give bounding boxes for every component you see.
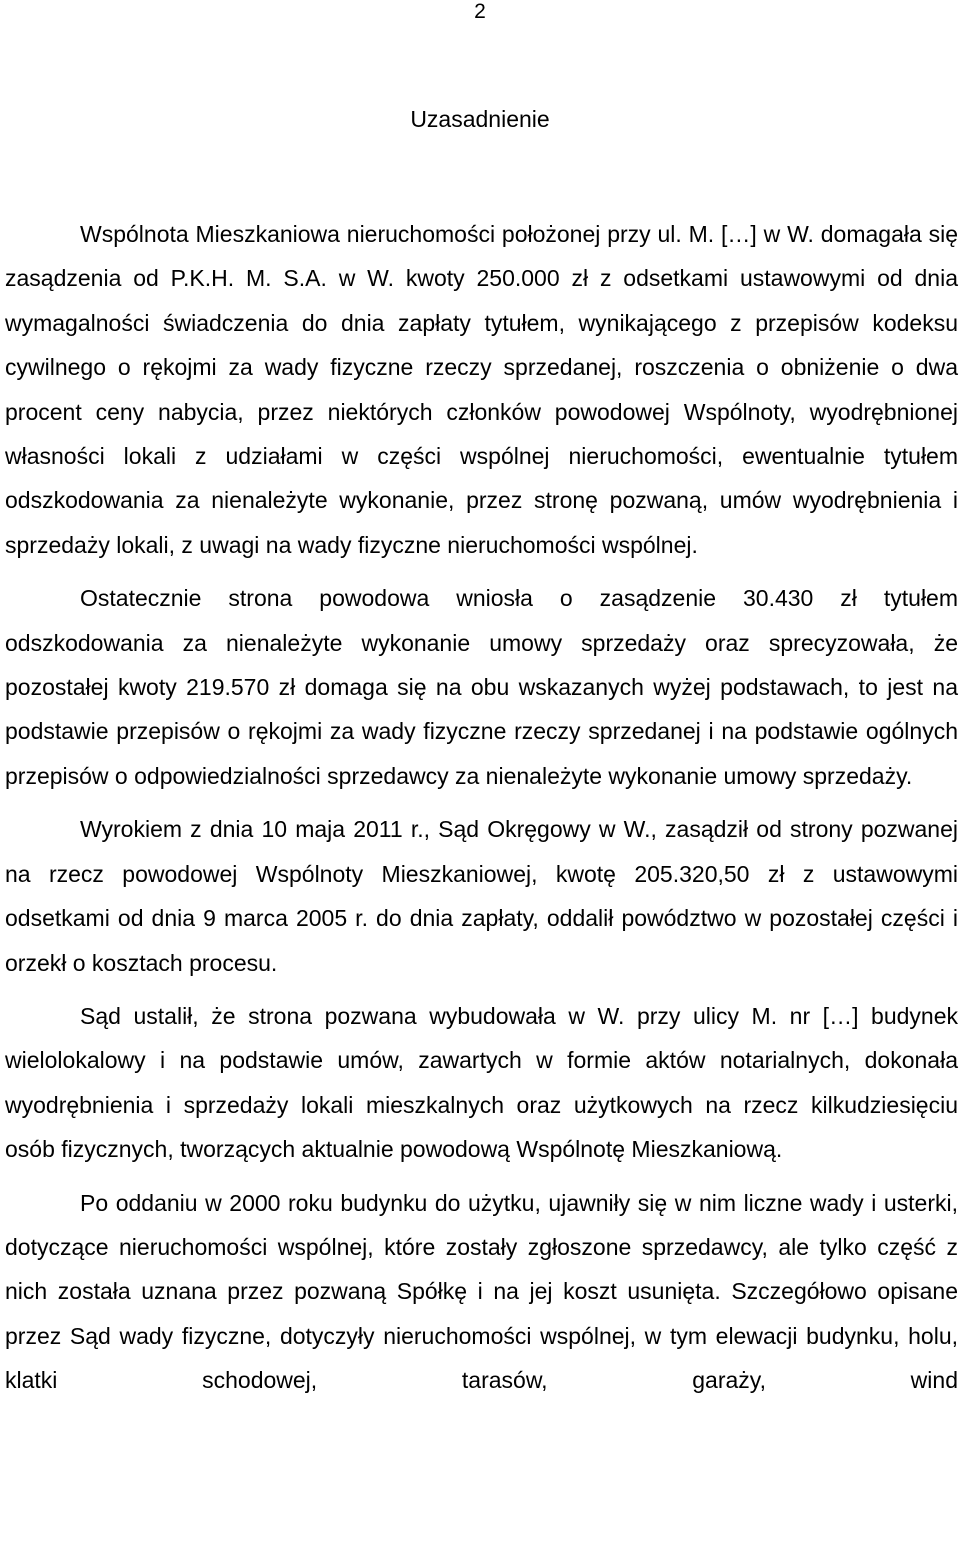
paragraph-findings: Sąd ustalił, że strona pozwana wybudowała w W. przy ulicy M. nr […] budynek wielolokalowy i na podstawie umów, zawartych w formie aktów notarialnych, dokonała wyodrębnienia i sprzedaży lokali mieszkalnych oraz użytkowych na rzecz kilkudziesięciu osób fizycznych, tworzących aktualnie powodową Wspólnotę Mieszkaniową. [5,1002,958,1163]
paragraph-final-claim: Ostatecznie strona powodowa wniosła o zasądzenie 30.430 zł tytułem odszkodowania za nienależyte wykonanie umowy sprzedaży oraz sprecyzowała, że pozostałej kwoty 219.570 zł domaga się na obu wskazanych wyżej podstawach, to jest na podstawie przepisów o rękojmi za wady fizyczne rzeczy sprzedanej i na podstawie ogólnych przepisów o odpowiedzialności sprzedawcy za nienależyte wykonanie umowy sprzedaży. [5,585,958,789]
paragraph-claim: Wspólnota Mieszkaniowa nieruchomości położonej przy ul. M. […] w W. domagała się zasądzenia od P.K.H. M. S.A. w W. kwoty 250.000 zł z odsetkami ustawowymi od dnia wymagalności świadczenia do dnia zapłaty tytułem, wynikającego z przepisów kodeksu cywilnego o rękojmi za wady fizyczne rzeczy sprzedanej, roszczenia o obniżenie o dwa procent ceny nabycia, przez niektórych członków powodowej Wspólnoty, wyodrębnionej własności lokali z udziałami w części wspólnej nieruchomości, ewentualnie tytułem odszkodowania za nienależyte wykonanie, przez stronę pozwaną, umów wyodrębnienia i sprzedaży lokali, z uwagi na wady fizyczne nieruchomości wspólnej. [5,221,958,558]
paragraph-judgment: Wyrokiem z dnia 10 maja 2011 r., Sąd Okręgowy w W., zasądził od strony pozwanej na rzecz powodowej Wspólnoty Mieszkaniowej, kwotę 205.320,50 zł z ustawowymi odsetkami od dnia 9 marca 2005 r. do dnia zapłaty, oddalił powództwo w pozostałej części i orzekł o kosztach procesu. [5,816,958,976]
document-title: Uzasadnienie [410,106,550,132]
page-number: 2 [474,0,486,23]
document-body [5,212,958,1403]
paragraph-defects: Po oddaniu w 2000 roku budynku do użytku, ujawniły się w nim liczne wady i usterki, dotyczące nieruchomości wspólnej, które zostały zgłoszone sprzedawcy, ale tylko część z nich została uznana przez pozwaną Spółkę i na jej koszt usunięta. Szczegółowo opisane przez Sąd wady fizyczne, dotyczyły nieruchomości wspólnej, w tym elewacji budynku, holu, klatki schodowej, tarasów, garaży, wind [5,1189,958,1394]
